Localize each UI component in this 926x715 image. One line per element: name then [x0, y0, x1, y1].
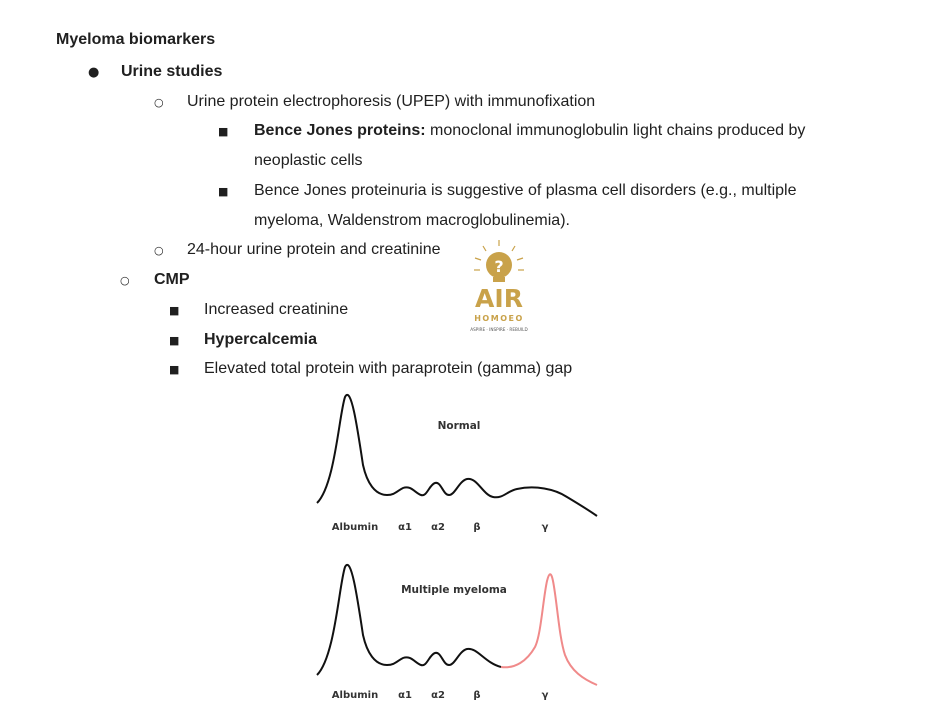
bullet-circle: ○ — [154, 244, 164, 257]
urine-24h-item: 24-hour urine protein and creatinine — [187, 241, 441, 258]
air-homoeo-logo — [455, 238, 543, 338]
axis-label-beta: β — [473, 522, 481, 533]
bullet-square: ■ — [169, 363, 180, 376]
bullet-square: ■ — [169, 334, 180, 347]
bullet-square: ■ — [218, 125, 229, 138]
axis-label-alpha1: α1 — [398, 690, 412, 701]
svg-text:?: ? — [494, 257, 504, 276]
bence-jones-term: Bence Jones proteins: — [254, 122, 426, 139]
logo-sub: HOMOEO — [474, 314, 524, 323]
axis-label-albumin: Albumin — [331, 690, 379, 701]
monoclonal-spike — [501, 574, 597, 685]
logo-word: AIR — [475, 284, 523, 313]
axis-label-alpha2: α2 — [431, 522, 445, 533]
bullet-circle: ○ — [120, 274, 130, 287]
logo-tagline: ASPIRE · INSPIRE · REBUILD — [470, 327, 528, 332]
bence-jones-definition-cont: neoplastic cells — [254, 152, 363, 169]
axis-label-alpha1: α1 — [398, 522, 412, 533]
cmp-item: Increased creatinine — [204, 301, 349, 318]
axis-label-alpha2: α2 — [431, 690, 445, 701]
bj-proteinuria-item: Bence Jones proteinuria is suggestive of plasma cell disorders (e.g., multiple — [254, 182, 797, 199]
myeloma-title: Multiple myeloma — [401, 584, 507, 596]
normal-title: Normal — [437, 420, 481, 432]
page-heading: Myeloma biomarkers — [56, 31, 216, 48]
bullet-circle: ○ — [154, 96, 164, 109]
bullet-square: ■ — [169, 304, 180, 317]
electrophoresis-figure — [305, 385, 605, 715]
cmp-label: CMP — [154, 271, 190, 288]
bence-jones-item — [254, 122, 805, 140]
myeloma-axis-labels — [332, 690, 549, 701]
cmp-item: Elevated total protein with paraprotein (gamma) gap — [204, 360, 573, 377]
bence-jones-definition: monoclonal immunoglobulin light chains produced by — [425, 122, 806, 139]
axis-label-gamma: γ — [541, 522, 549, 533]
normal-axis-labels — [332, 522, 549, 533]
urine-studies-label: Urine studies — [121, 63, 223, 80]
bullet-square: ■ — [218, 185, 229, 198]
myeloma-curve — [317, 565, 501, 675]
axis-label-beta: β — [473, 690, 481, 701]
bullet-disc: ● — [88, 65, 100, 80]
bj-proteinuria-cont: myeloma, Waldenstrom macroglobulinemia). — [254, 212, 570, 229]
axis-label-gamma: γ — [541, 690, 549, 701]
normal-curve — [317, 395, 597, 516]
upep-item: Urine protein electrophoresis (UPEP) with immunofixation — [187, 93, 596, 110]
cmp-item: Hypercalcemia — [204, 331, 317, 348]
axis-label-albumin: Albumin — [331, 522, 379, 533]
